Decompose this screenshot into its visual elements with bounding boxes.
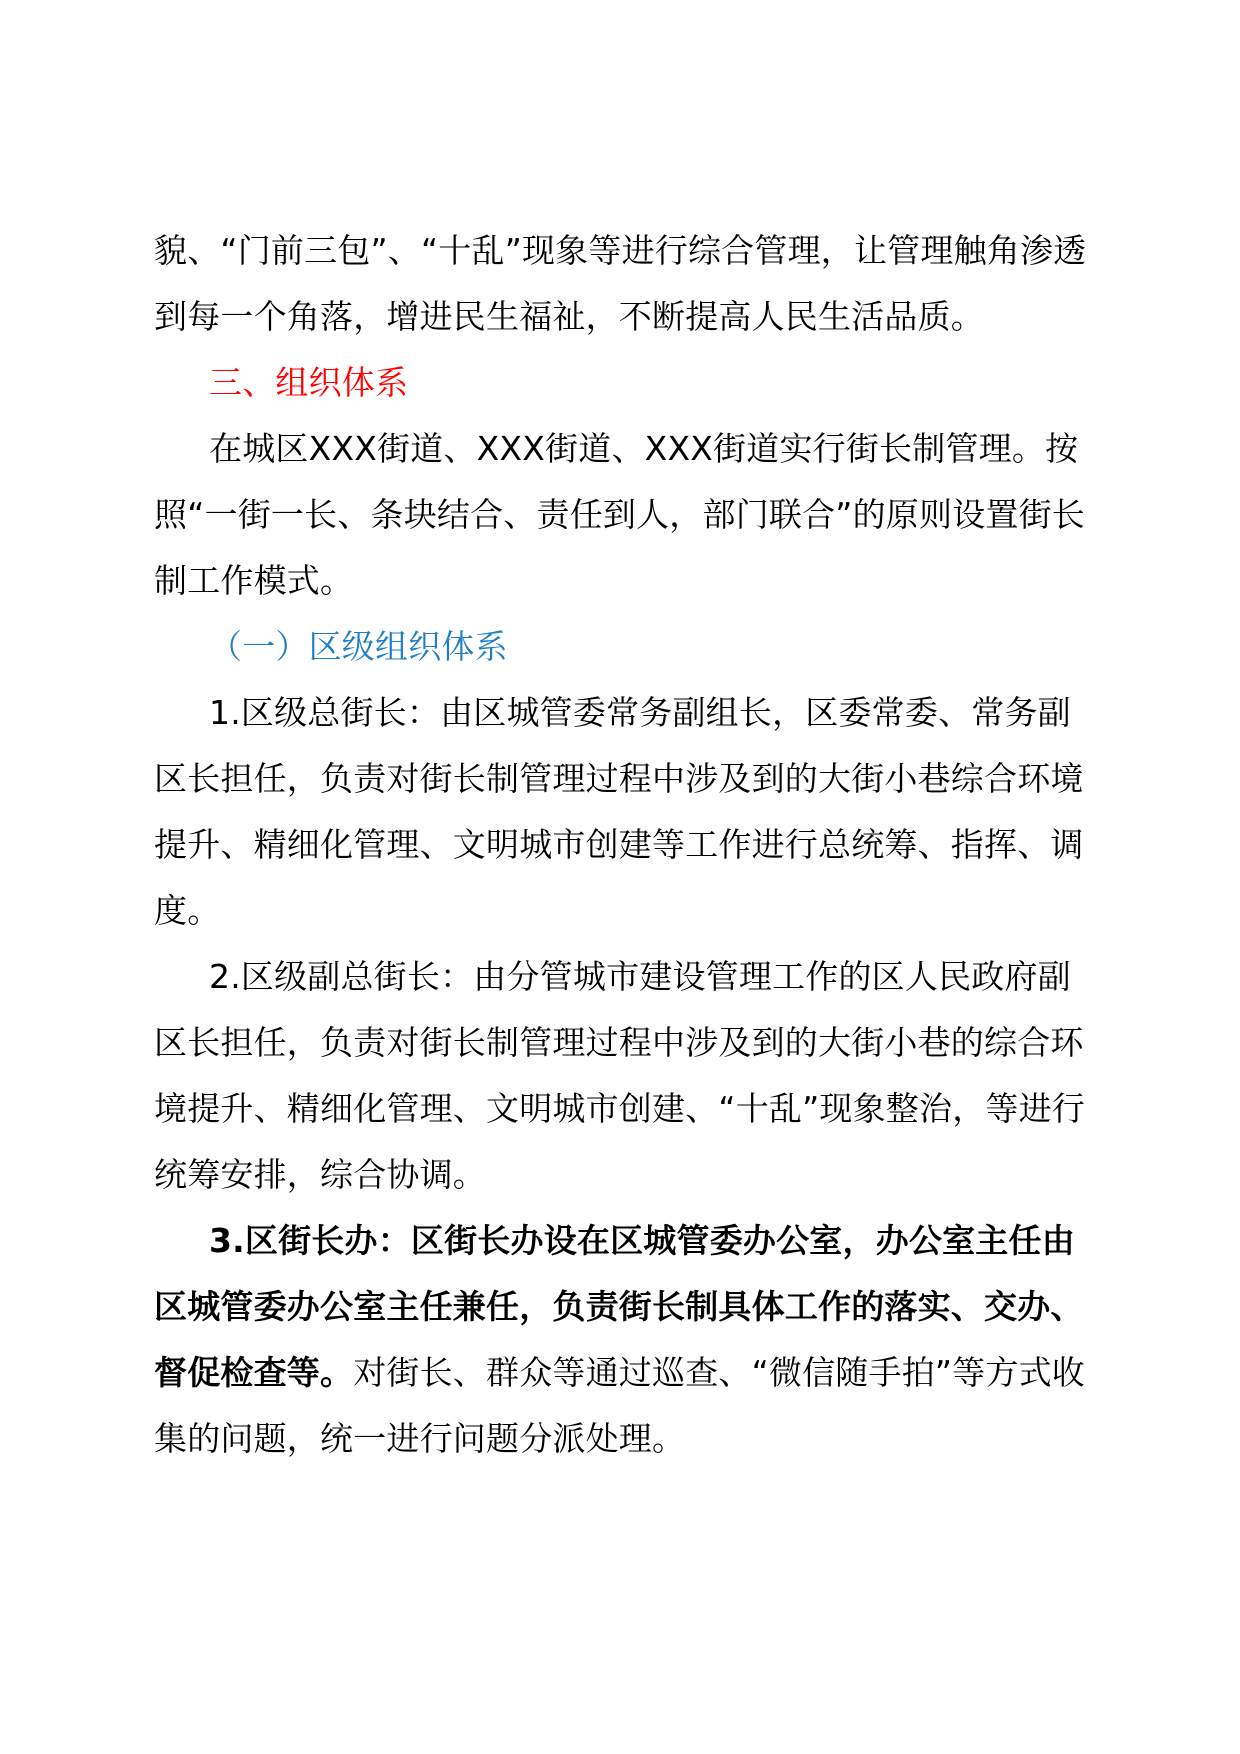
section-heading-organization-system: 三、组织体系 bbox=[209, 363, 409, 402]
paragraph-implementation: 在城区XXX街道、XXX街道、XXX街道实行街长制管理。按照“一街一长、条块结合、责任到人，部门联合”的原则设置街长制工作模式。 bbox=[154, 429, 1085, 600]
list-item-deputy-chief: 2.区级副总街长：由分管城市建设管理工作的区人民政府副区长担任，负责对街长制管理过程中涉及到的大街小巷的综合环境提升、精细化管理、文明城市创建、“十乱”现象整治，等进行统筹安排，综合协调。 bbox=[154, 957, 1085, 1194]
list-item-district-chief: 1.区级总街长：由区城管委常务副组长，区委常委、常务副区长担任，负责对街长制管理过程中涉及到的大街小巷综合环境提升、精细化管理、文明城市创建等工作进行总统筹、指挥、调度。 bbox=[154, 693, 1084, 930]
document-body bbox=[154, 218, 1089, 1472]
street-office-regular-text: 对街长、群众等通过巡查、“微信随手拍”等方式收集的问题，统一进行问题分派处理。 bbox=[154, 1353, 1085, 1458]
subsection-heading-district-level: （一）区级组织体系 bbox=[209, 627, 508, 666]
street-office-bold-text: 3.区街长办：区街长办设在区城管委办公室，办公室主任由区城管委办公室主任兼任，负责街长制具体工作的落实、交办、督促检查等。 bbox=[154, 1221, 1084, 1392]
paragraph-continuation: 貌、“门前三包”、“十乱”现象等进行综合管理，让管理触角渗透到每一个角落，增进民生福祉，不断提高人民生活品质。 bbox=[154, 231, 1087, 336]
list-item-street-office bbox=[154, 1208, 1089, 1472]
